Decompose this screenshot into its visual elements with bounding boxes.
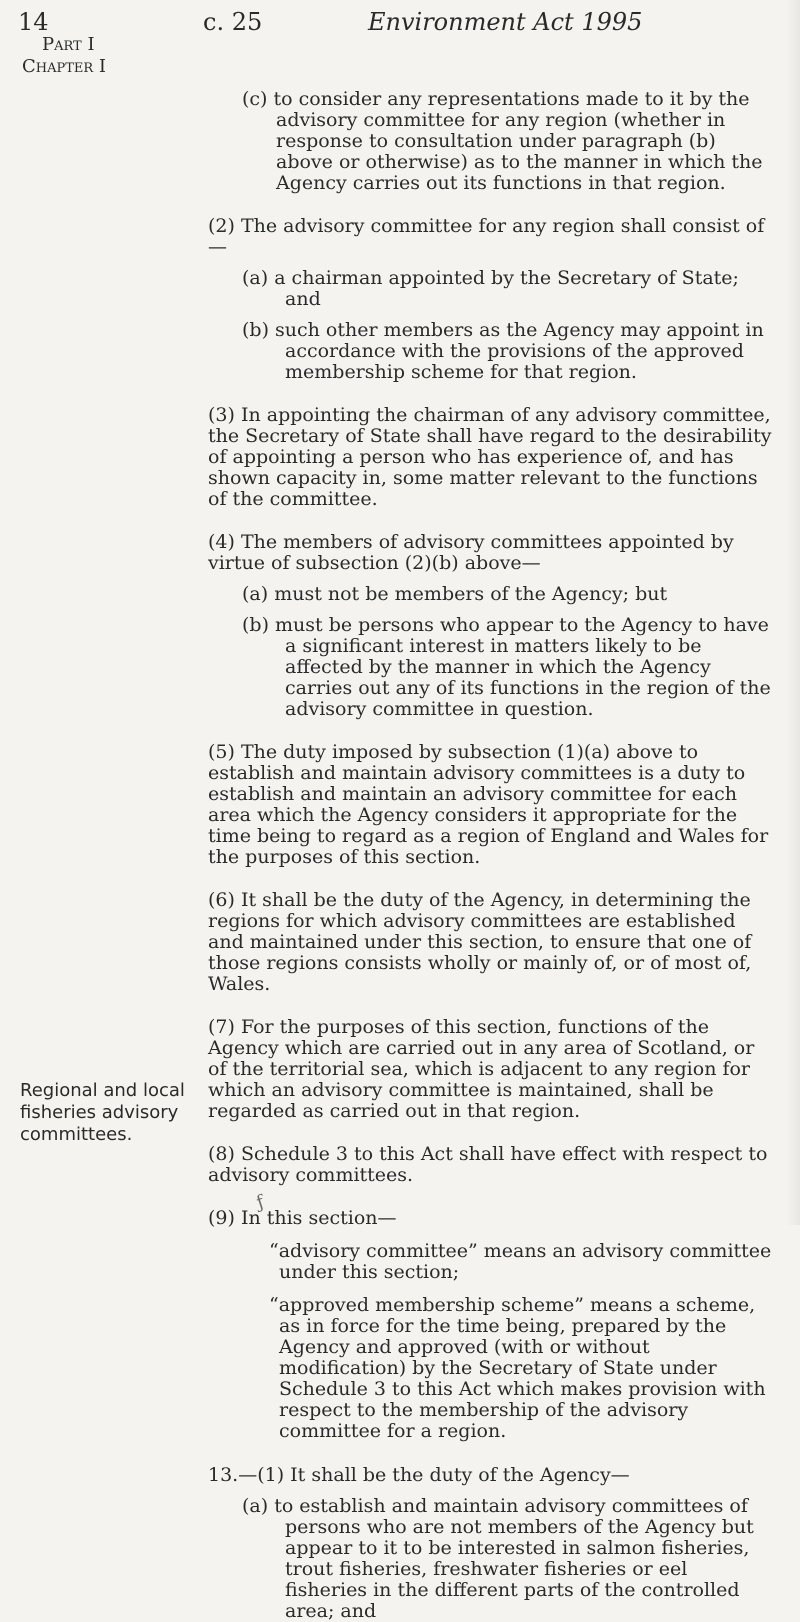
chapter-code: c. 25 <box>203 8 263 36</box>
subsection-4: (4) The members of advisory committees appointed by virtue of subsection (2)(b) above— <box>208 531 734 574</box>
part-label: Part I <box>42 34 95 55</box>
running-header <box>0 8 800 44</box>
subsection-4-b: (b) must be persons who appear to the Agency to have a significant interest in matters likely to be affected by the manner in which the Agency carries out any of its functions in the region of the advisory committee in question. <box>242 614 771 720</box>
page-edge-shadow <box>786 0 800 1225</box>
part-chapter-heading <box>22 34 106 78</box>
subsection-6: (6) It shall be the duty of the Agency, in determining the regions for which advisory committees are established and maintained under this section, to ensure that one of those regions consists wholly or mainly of, or of most of, Wales. <box>208 889 752 995</box>
subsection-2-a: (a) a chairman appointed by the Secretary of State; and <box>242 267 739 310</box>
subsection-7: (7) For the purposes of this section, functions of the Agency which are carried out in any area of Scotland, or of the territorial sea, which is adjacent to any region for which an advisory committee is maintained, shall be regarded as carried out in that region. <box>208 1016 755 1122</box>
subsection-5: (5) The duty imposed by subsection (1)(a) above to establish and maintain advisory committees is a duty to establish and maintain an advisory committee for each area which the Agency considers it appropriate for the time being to regard as a region of England and Wales for the purposes of this section. <box>208 741 769 868</box>
section-13-1-a: (a) to establish and maintain advisory committees of persons who are not members of the Agency but appear to it to be interested in salmon fisheries, trout fisheries, freshwater fisheries or eel fisheries in the different parts of the controlled area; and <box>242 1495 754 1622</box>
definitions-list <box>269 1241 774 1442</box>
subsection-8: (8) Schedule 3 to this Act shall have effect with respect to advisory committees. <box>208 1143 768 1186</box>
subsection-3: (3) In appointing the chairman of any advisory committee, the Secretary of State shall have regard to the desirability of appointing a person who has experience of, and has shown capacity in, some matter relevant to the functions of the committee. <box>208 404 772 510</box>
subsection-2-b: (b) such other members as the Agency may appoint in accordance with the provisions of the approved membership scheme for that region. <box>242 319 764 383</box>
section-13-1: 13.—(1) It shall be the duty of the Agency— <box>208 1464 630 1486</box>
statute-body <box>208 89 774 1622</box>
stray-mark: ƒ <box>253 1191 267 1214</box>
subsection-4-a: (a) must not be members of the Agency; but <box>242 583 668 605</box>
definition-advisory-committee: “advisory committee” means an advisory committee under this section; <box>269 1240 772 1283</box>
page-number: 14 <box>18 8 49 36</box>
definition-approved-membership-scheme: “approved membership scheme” means a scheme, as in force for the time being, prepared by the Agency and approved (with or without modification) by the Secretary of State under Schedule 3 to this Act which makes provision with respect to the membership of the advisory committee for a region. <box>269 1294 766 1442</box>
chapter-label: Chapter I <box>22 56 107 77</box>
act-title: Environment Act 1995 <box>368 8 643 36</box>
section-sidenote: Regional and local fisheries advisory committees. <box>20 1080 185 1145</box>
subsection-2: (2) The advisory committee for any region shall consist of— <box>208 215 765 258</box>
paragraph-c: (c) to consider any representations made to it by the advisory committee for any region (whether in response to consultation under paragraph (b) above or otherwise) as to the manner in which the Agency carries out its functions in that region. <box>242 88 763 194</box>
subsection-9: (9) In this section— <box>208 1207 397 1229</box>
